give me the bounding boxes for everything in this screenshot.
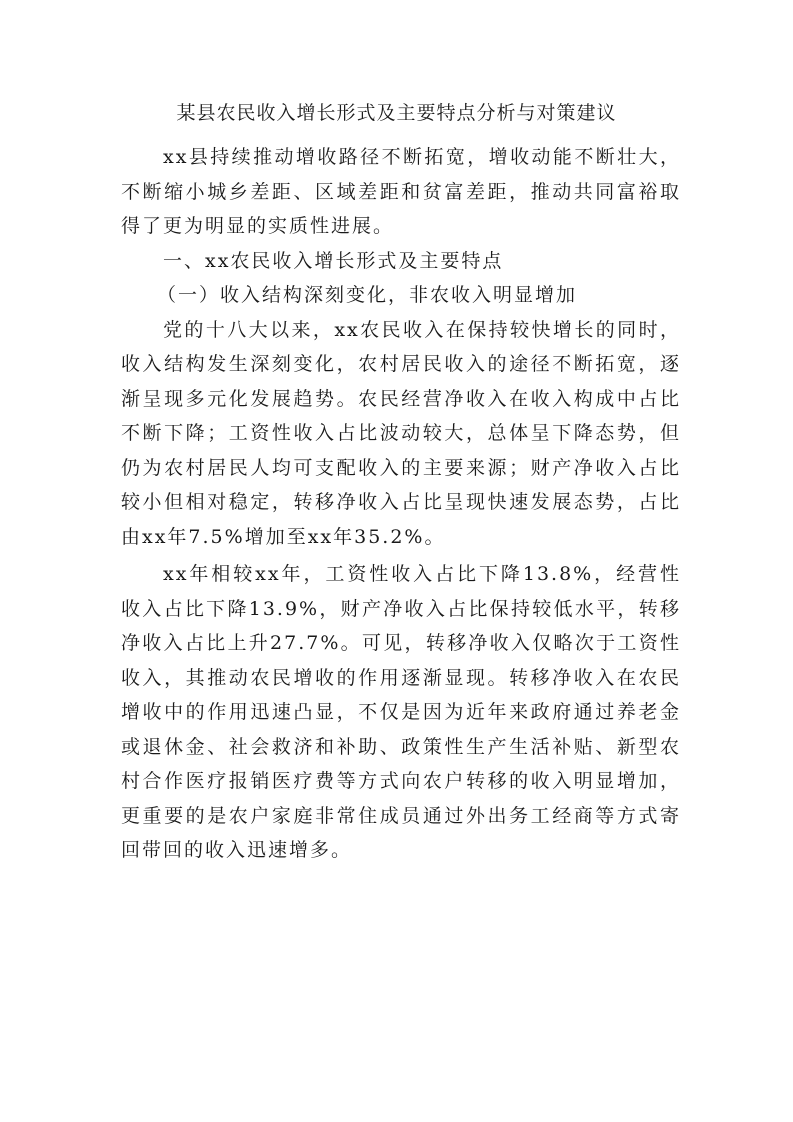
body-paragraph-1: 党的十八大以来，xx农民收入在保持较快增长的同时，收入结构发生深刻变化，农村居民收入的途径不断拓宽，逐渐呈现多元化发展趋势。农民经营净收入在收入构成中占比不断下降；工资性收入占比波动较大，总体呈下降态势，但仍为农村居民人均可支配收入的主要来源；财产净收入占比较小但相对稳定，转移净收入占比呈现快速发展态势，占比由xx年7.5%增加至xx年35.2%。 [121, 318, 681, 548]
intro-paragraph: xx县持续推动增收路径不断拓宽，增收动能不断壮大，不断缩小城乡差距、区域差距和贫富差距，推动共同富裕取得了更为明显的实质性进展。 [121, 146, 681, 237]
body-paragraph-2: xx年相较xx年，工资性收入占比下降13.8%，经营性收入占比下降13.9%，财产净收入占比保持较低水平，转移净收入占比上升27.7%。可见，转移净收入仅略次于工资性收入，其推动农民增收的作用逐渐显现。转移净收入在农民增收中的作用迅速凸显，不仅是因为近年来政府通过养老金或退休金、社会救济和补助、政策性生产生活补贴、新型农村合作医疗报销医疗费等方式向农户转移的收入明显增加，更重要的是农户家庭非常住成员通过外出务工经商等方式寄回带回的收入迅速增多。 [121, 563, 681, 861]
document-body [121, 140, 681, 868]
document-title: 某县农民收入增长形式及主要特点分析与对策建议 [176, 102, 617, 124]
subsection-heading: （一）收入结构深刻变化，非农收入明显增加 [157, 284, 578, 306]
section-heading: 一、xx农民收入增长形式及主要特点 [163, 249, 504, 272]
